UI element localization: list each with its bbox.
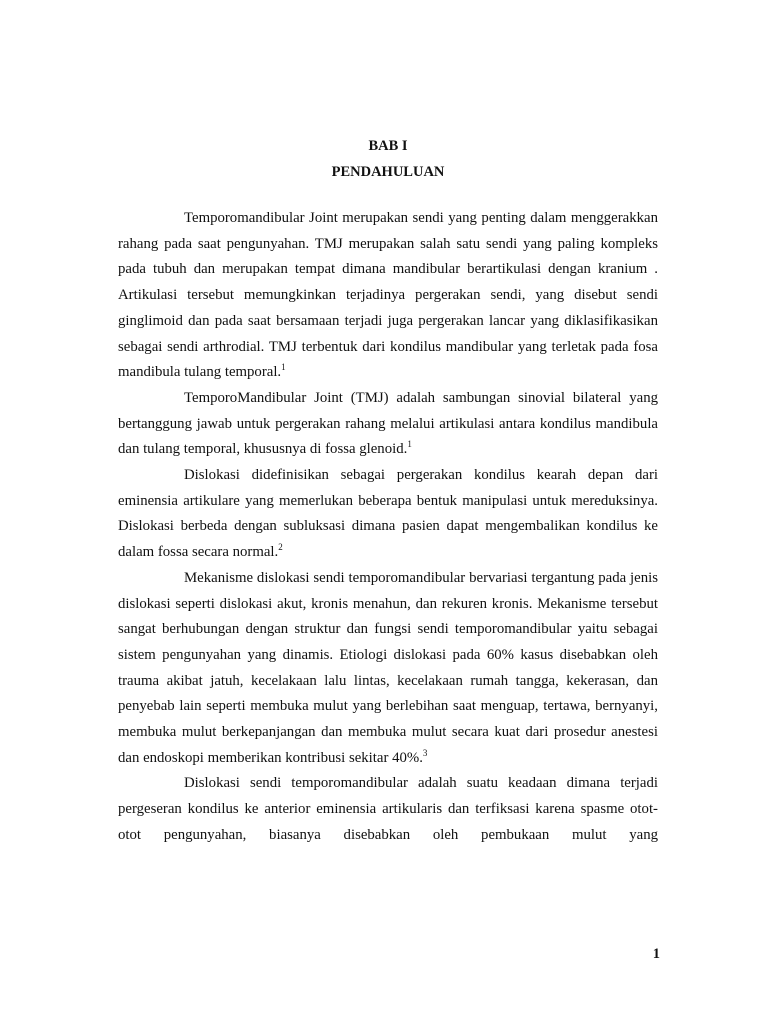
paragraph-text: Mekanisme dislokasi sendi temporomandibular bervariasi tergantung pada jenis dislokasi seperti dislokasi akut, kronis menahun, dan rekuren kronis. Mekanisme tersebut sangat berhubungan dengan struktur dan fungsi sendi temporomandibular yaitu sebagai sistem pengunyahan yang dinamis. Etiologi dislokasi pada 60% kasus disebabkan oleh trauma akibat jatuh, kecelakaan lalu lintas, kecelakaan rumah tangga, kekerasan, dan penyebab lain seperti membuka mulut yang berlebihan saat menguap, tertawa, bernyanyi, membuka mulut berkepanjangan dan membuka mulut secara kuat dari prosedur anestesi dan endoskopi memberikan kontribusi sekitar 40%. [118, 569, 658, 766]
citation-marker: 2 [278, 542, 283, 553]
paragraph [118, 386, 658, 463]
chapter-number: BAB I [368, 138, 408, 154]
paragraph-text: Temporomandibular Joint merupakan sendi yang penting dalam menggerakkan rahang pada saat pengunyahan. TMJ merupakan salah satu sendi yang paling kompleks pada tubuh dan merupakan tempat dimana mandibular berartikulasi dengan kranium . Artikulasi tersebut memungkinkan terjadinya pergerakan sendi, yang disebut sendi ginglimoid dan pada saat bersamaan terjadi juga pergerakan lancar yang diklasifikasikan sebagai sendi arthrodial. TMJ terbentuk dari kondilus mandibular yang terletak pada fosa mandibula tulang temporal. [118, 210, 658, 381]
citation-marker: 1 [281, 362, 286, 373]
paragraph-text: Dislokasi sendi temporomandibular adalah suatu keadaan dimana terjadi pergeseran kondilus ke anterior eminensia artikularis dan terfiksasi karena spasme otot-otot pengunyahan, biasanya disebabkan oleh pembukaan mulut yang [118, 775, 658, 843]
paragraph [118, 206, 658, 386]
body-text [118, 206, 658, 849]
paragraph-text: TemporoMandibular Joint (TMJ) adalah sambungan sinovial bilateral yang bertanggung jawab untuk pergerakan rahang melalui artikulasi antara kondilus mandibula dan tulang temporal, khususnya di fossa glenoid. [118, 389, 658, 458]
citation-marker: 1 [407, 439, 412, 450]
paragraph [118, 771, 658, 848]
paragraph-text: Dislokasi didefinisikan sebagai pergerakan kondilus kearah depan dari eminensia artikulare yang memerlukan beberapa bentuk manipulasi untuk mereduksinya. Dislokasi berbeda dengan subluksasi dimana pasien dapat mengembalikan kondilus ke dalam fossa secara normal. [118, 467, 658, 561]
chapter-title: PENDAHULUAN [331, 164, 445, 180]
paragraph [118, 463, 658, 566]
page-number: 1 [652, 946, 660, 962]
paragraph [118, 566, 658, 772]
citation-marker: 3 [422, 747, 428, 758]
